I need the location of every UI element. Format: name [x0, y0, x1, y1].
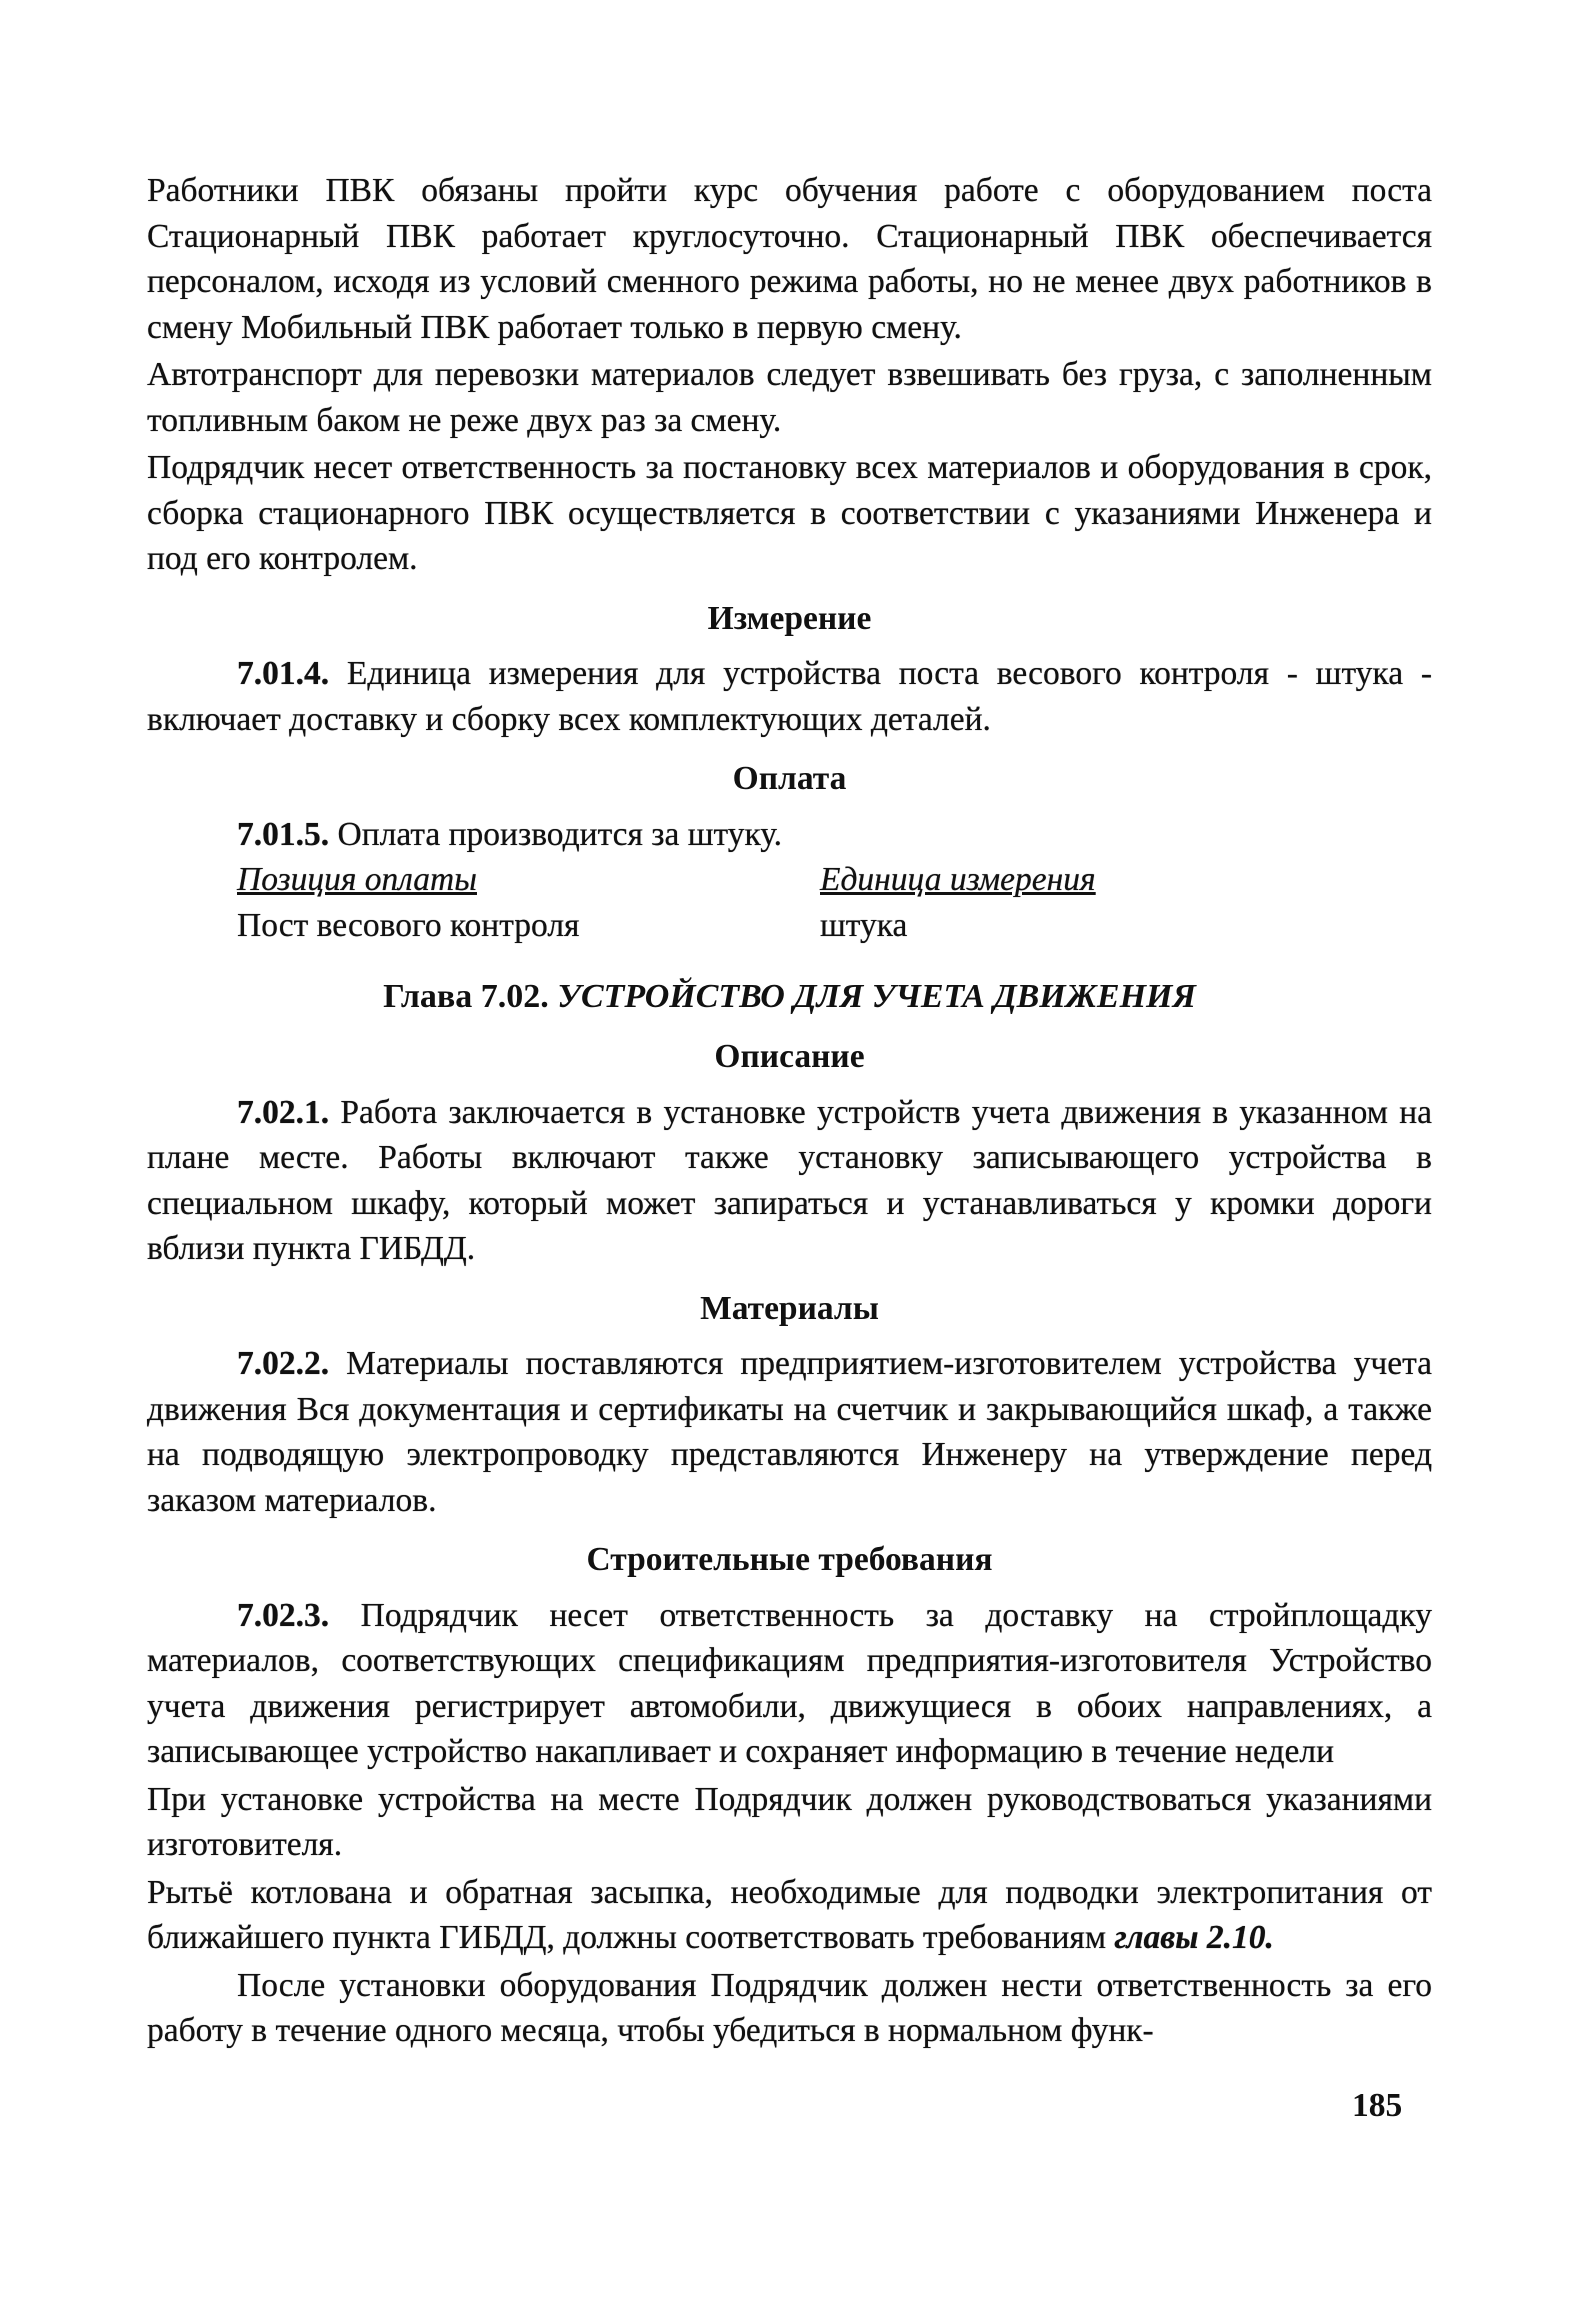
- chapter-prefix: Глава 7.02.: [383, 978, 558, 1015]
- clause-text: Подрядчик несет ответственность за доставку на стройплощадку материалов, соответствующих спецификациям предприятия-изготовителя Устройство учета движения регистрирует автомобили, движущиеся в обоих направлениях, а записывающее устройство накапливает и сохраняет информацию в течение недели: [147, 1596, 1432, 1770]
- clause-number: 7.02.1.: [237, 1093, 330, 1131]
- page-number: 185: [1352, 2087, 1403, 2124]
- payment-paragraph: [147, 812, 1432, 858]
- payment-heading: Оплата: [732, 760, 847, 797]
- payment-table-header: [147, 857, 1432, 903]
- chapter-reference: главы 2.10.: [1114, 1919, 1274, 1956]
- paragraph-text: Рытьё котлована и обратная засыпка, необходимые для подводки электропитания от ближайшего пункта ГИБДД, должны соответствовать требованиям: [147, 1873, 1432, 1956]
- construction-paragraph-2: При установке устройства на месте Подрядчик должен руководствоваться указаниями изготовителя.: [147, 1780, 1432, 1863]
- clause-text: Оплата производится за штуку.: [329, 815, 783, 853]
- construction-paragraph: [147, 1593, 1432, 1775]
- construction-paragraph-3: [147, 1870, 1432, 1961]
- materials-heading: Материалы: [700, 1289, 879, 1327]
- payment-unit-value: штука: [820, 906, 908, 944]
- clause-text: Работа заключается в установке устройств учета движения в указанном на плане месте. Работы включают также установку записывающего устройства в специальном шкафу, который может запираться и устанавливаться у кромки дороги вблизи пункта ГИБДД.: [147, 1093, 1432, 1267]
- intro-paragraph-3: Подрядчик несет ответственность за постановку всех материалов и оборудования в срок, сборка стационарного ПВК осуществляется в соответствии с указаниями Инженера и под его контролем.: [147, 449, 1432, 577]
- description-heading: Описание: [714, 1038, 865, 1075]
- construction-heading: Строительные требования: [586, 1541, 993, 1578]
- chapter-heading: [147, 974, 1432, 1020]
- clause-number: 7.01.5.: [237, 815, 330, 853]
- clause-text: Единица измерения для устройства поста весового контроля - штука - включает доставку и сборку всех комплектующих деталей.: [147, 655, 1432, 738]
- payment-item-header: Позиция оплаты: [237, 861, 477, 898]
- chapter-title: УСТРОЙСТВО ДЛЯ УЧЕТА ДВИЖЕНИЯ: [557, 978, 1196, 1015]
- payment-table-row: [147, 903, 1432, 949]
- measure-heading: Измерение: [707, 599, 872, 637]
- intro-paragraph-2: Автотранспорт для перевозки материалов следует взвешивать без груза, с заполненным топливным баком не реже двух раз за смену.: [147, 356, 1432, 439]
- clause-number: 7.02.2.: [237, 1345, 330, 1382]
- measure-paragraph: [147, 651, 1432, 742]
- construction-paragraph-4: После установки оборудования Подрядчик должен нести ответственность за его работу в течение одного месяца, чтобы убедиться в нормальном функ-: [147, 1966, 1432, 2049]
- document-page: [147, 168, 1432, 2054]
- description-paragraph: [147, 1090, 1432, 1272]
- intro-paragraph-1: Работники ПВК обязаны пройти курс обучения работе с оборудованием поста Стационарный ПВК работает круглосуточно. Стационарный ПВК обеспечивается персоналом, исходя из условий сменного режима работы, но не менее двух работников в смену Мобильный ПВК работает только в первую смену.: [147, 172, 1432, 346]
- clause-number: 7.01.4.: [237, 655, 330, 692]
- payment-item-value: Пост весового контроля: [237, 906, 580, 944]
- clause-number: 7.02.3.: [237, 1596, 330, 1634]
- clause-text: Материалы поставляются предприятием-изготовителем устройства учета движения Вся документация и сертификаты на счетчик и закрывающийся шкаф, а также на подводящую электропроводку представляются Инженеру на утверждение перед заказом материалов.: [147, 1345, 1432, 1519]
- materials-paragraph: [147, 1341, 1432, 1523]
- payment-unit-header: Единица измерения: [820, 861, 1096, 898]
